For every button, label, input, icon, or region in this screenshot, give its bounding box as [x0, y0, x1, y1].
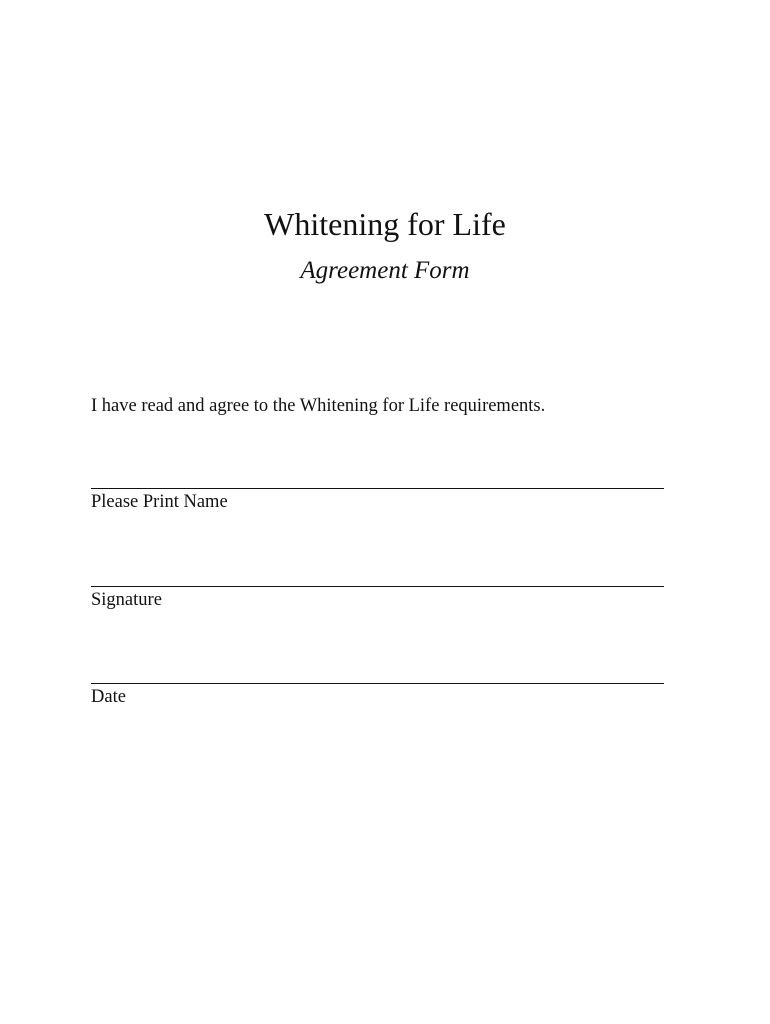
date-line[interactable] [91, 663, 664, 684]
form-title: Whitening for Life [264, 206, 506, 242]
date-label: Date [91, 687, 126, 707]
signature-line[interactable] [91, 566, 664, 587]
print-name-label: Please Print Name [91, 492, 228, 512]
print-name-line[interactable] [91, 468, 664, 489]
signature-label: Signature [91, 590, 162, 610]
agreement-statement: I have read and agree to the Whitening for Life requirements. [91, 396, 546, 416]
signature-field [91, 566, 664, 612]
print-name-field [91, 468, 664, 514]
date-field [91, 663, 664, 709]
form-subtitle: Agreement Form [300, 257, 470, 284]
